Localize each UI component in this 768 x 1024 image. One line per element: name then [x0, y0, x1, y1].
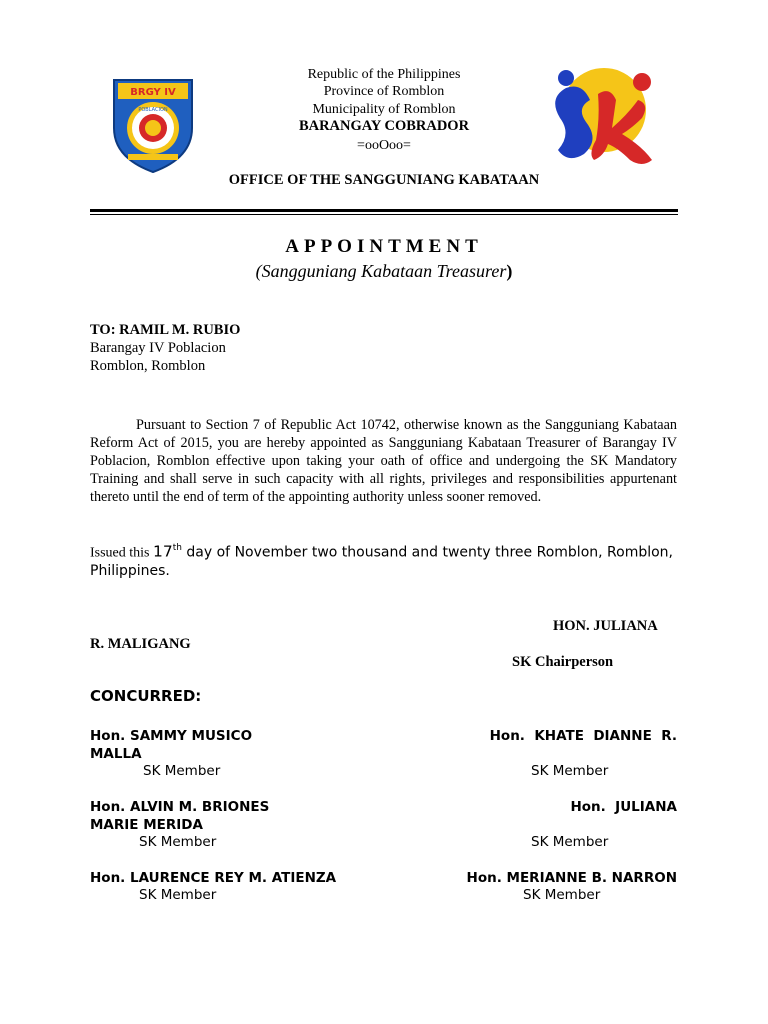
- member-role-2: SK Member: [531, 763, 609, 779]
- member-role-5: SK Member: [139, 887, 217, 903]
- signatory-name-part2: R. MALIGANG: [90, 636, 191, 652]
- recipient-name: TO: RAMIL M. RUBIO: [90, 322, 241, 338]
- member-name-2-line1: Hon. KHATE DIANNE R.: [489, 728, 677, 744]
- header-barangay: BARANGAY COBRADOR: [298, 118, 470, 134]
- signatory-position: SK Chairperson: [512, 654, 614, 670]
- member-name-4-line1: Hon. JULIANA: [570, 799, 677, 815]
- header-divider-thick: [90, 209, 678, 212]
- document-title: APPOINTMENT: [285, 236, 483, 257]
- member-role-6: SK Member: [523, 887, 601, 903]
- issued-prefix: Issued this: [90, 545, 153, 561]
- member-name-5-line1: Hon. LAURENCE REY M. ATIENZA: [90, 870, 337, 886]
- appointment-body: Pursuant to Section 7 of Republic Act 10742, otherwise known as the Sangguniang Kabataan Reform Act of 2015, you are hereby appointed as Sangguniang Kabataan Treasurer of Barangay IV Poblacion, Romblon effective upon taking your oath of office and undergoing the SK Mandatory Training and shall serve in such capacity with all rights, privileges and responsibilities appurtenant thereto until the end of term of the appointing authority unless sooner removed.: [90, 417, 677, 505]
- header-divider-thin: [90, 214, 678, 215]
- recipient-address-2: Romblon, Romblon: [90, 358, 206, 374]
- subtitle-text: (Sangguniang Kabataan Treasurer: [255, 261, 507, 281]
- issued-day-suffix: th: [172, 543, 182, 553]
- header-republic: Republic of the Philippines: [307, 67, 461, 82]
- header-municipality: Municipality of Romblon: [312, 102, 456, 117]
- member-name-1-line2: MALLA: [90, 746, 142, 762]
- member-name-1-line1: Hon. SAMMY MUSICO: [90, 728, 253, 744]
- seal-ring-text: POBLACION: [138, 107, 168, 113]
- header-province: Province of Romblon: [323, 84, 445, 99]
- seal-top-text: BRGY IV: [130, 87, 176, 98]
- issued-day: 17: [153, 542, 173, 561]
- header-separator: =ooOoo=: [357, 138, 411, 153]
- recipient-block: [90, 321, 240, 375]
- member-role-1: SK Member: [143, 763, 221, 779]
- document-subtitle: [90, 261, 678, 282]
- member-role-4: SK Member: [531, 834, 609, 850]
- member-name-6-line1: Hon. MERIANNE B. NARRON: [466, 870, 677, 886]
- signatory-name-part1: HON. JULIANA: [553, 618, 658, 634]
- issued-line: [90, 539, 677, 580]
- recipient-address-1: Barangay IV Poblacion: [90, 340, 226, 356]
- issued-rest: day of November two thousand and twenty three Romblon, Romblon, Philippines.: [90, 544, 673, 580]
- concurred-label: CONCURRED:: [90, 687, 202, 705]
- member-name-3-line1: Hon. ALVIN M. BRIONES: [90, 799, 270, 815]
- office-title: OFFICE OF THE SANGGUNIANG KABATAAN: [228, 172, 540, 188]
- subtitle-close: ): [506, 261, 513, 281]
- member-name-3-line2: MARIE MERIDA: [90, 817, 203, 833]
- sk-logo-text: SK: [538, 64, 540, 65]
- member-role-3: SK Member: [139, 834, 217, 850]
